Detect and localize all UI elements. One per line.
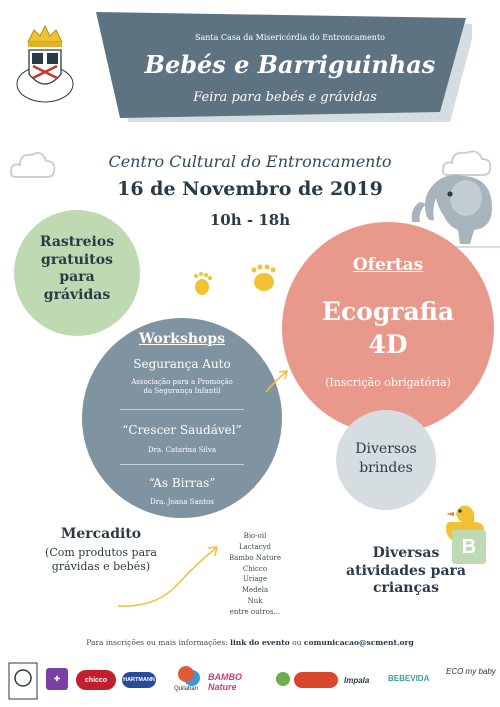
product-item: Medela: [241, 586, 269, 595]
activities-text: [326, 545, 486, 598]
workshop-speaker: Dra. Catarina Silva: [148, 446, 216, 454]
product-item: Bambo Nature: [229, 553, 281, 562]
event-date: 16 de Novembro de 2019: [117, 178, 383, 200]
market-subtitle-line: grávidas e bebés): [51, 560, 151, 574]
crest-logo: [14, 22, 76, 118]
sponsor-logo: HARTMANN: [122, 672, 156, 688]
screenings-line: gratuitos: [41, 251, 113, 268]
workshop-title: “As Birras”: [148, 476, 216, 490]
offers-main-line1: Ecografia: [321, 297, 455, 326]
quilaban-mark-icon: [178, 666, 194, 682]
offers-main: [282, 296, 494, 361]
organization-name: Santa Casa da Misericórdia do Entroncamento: [195, 33, 385, 42]
sponsor-mark-icon: [276, 672, 290, 686]
footer-or: ou: [292, 638, 302, 647]
event-venue: Centro Cultural do Entroncamento: [108, 152, 392, 171]
product-item: Uriage: [242, 575, 268, 584]
event-title: Bebés e Barriguinhas: [144, 50, 436, 79]
market-heading: Mercadito: [60, 526, 142, 542]
product-item: Nuk: [247, 597, 263, 606]
sponsor-logo: chicco: [76, 670, 116, 690]
letter-block-label: B: [461, 536, 477, 558]
footprint-icon: [188, 270, 218, 300]
market-subtitle-line: (Com produtos para: [45, 546, 157, 559]
event-time: 10h - 18h: [209, 211, 291, 229]
arrow-icon: [262, 366, 292, 396]
offers-main-line2: 4D: [368, 329, 408, 359]
workshop-speaker: Dra. Joana Santos: [150, 498, 214, 506]
product-list: [220, 531, 290, 618]
footprint-icon: [244, 262, 284, 296]
footer-contact: [20, 638, 480, 647]
cloud-icon: [8, 145, 58, 185]
screenings-circle: [14, 210, 140, 336]
workshop-title: “Crescer Saudável”: [122, 423, 242, 437]
workshop-speaker-line: da Segurança Infantil: [143, 387, 221, 396]
activities-line: atividades para: [346, 562, 466, 579]
gifts-text: [336, 440, 436, 478]
event-link[interactable]: link do evento: [230, 638, 290, 647]
footer-lead: Para inscrições ou mais informações:: [86, 638, 228, 647]
gifts-line: Diversos: [355, 441, 417, 457]
event-subtitle: Feira para bebés e grávidas: [193, 90, 377, 105]
sponsor-logo: BEBEVIDA: [388, 674, 430, 683]
gifts-line: brindes: [359, 459, 413, 476]
workshop-speaker: [82, 378, 282, 396]
screenings-line: grávidas: [43, 286, 111, 303]
offers-note: (Inscrição obrigatória): [325, 376, 451, 389]
arrow-icon: [116, 544, 226, 610]
sponsor-logo: Quilaban: [173, 686, 199, 692]
workshop-divider: [120, 409, 244, 410]
pharmacy-cross-logo: ✚: [46, 668, 68, 690]
sponsor-logo: Impala: [344, 676, 370, 685]
workshop-title: Segurança Auto: [133, 357, 231, 371]
workshop-divider: [120, 464, 244, 465]
activities-line: crianças: [373, 580, 439, 596]
sponsor-logo-block: [170, 666, 202, 698]
sponsor-mark-icon: [294, 672, 338, 688]
product-item: entre outros...: [229, 607, 281, 616]
product-item: Lactacyd: [238, 542, 272, 551]
hospital-logo: [8, 662, 38, 700]
offers-heading: Ofertas: [352, 255, 424, 275]
activities-line: Diversas: [372, 545, 440, 561]
screenings-line: para: [59, 269, 95, 285]
workshop-speaker-line: Associação para a Promoção: [131, 378, 233, 386]
sponsor-logo: ECO my baby: [446, 667, 496, 676]
workshops-heading: Workshops: [138, 331, 226, 347]
sponsor-logo: BAMBO Nature: [208, 672, 242, 692]
email-link[interactable]: comunicacao@scment.org: [303, 638, 414, 647]
product-item: Bio-oil: [243, 532, 267, 540]
product-item: Chicco: [242, 564, 268, 573]
screenings-line: Rastreios: [39, 234, 115, 250]
